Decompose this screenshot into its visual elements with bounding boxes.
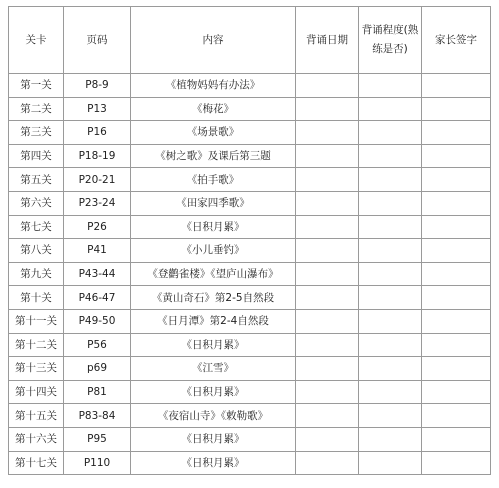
cell-proficiency bbox=[359, 404, 422, 428]
cell-page: P83-84 bbox=[64, 404, 131, 428]
header-page: 页码 bbox=[64, 7, 131, 74]
table-row bbox=[9, 357, 491, 381]
header-level: 关卡 bbox=[9, 7, 64, 74]
cell-level: 第十关 bbox=[9, 286, 64, 310]
cell-page: P16 bbox=[64, 121, 131, 145]
table-row bbox=[9, 168, 491, 192]
cell-content: 《日月潭》第2-4自然段 bbox=[131, 309, 296, 333]
table-row bbox=[9, 309, 491, 333]
cell-content: 《小儿垂钓》 bbox=[131, 239, 296, 263]
cell-signature bbox=[422, 239, 491, 263]
cell-signature bbox=[422, 144, 491, 168]
cell-date bbox=[296, 380, 359, 404]
cell-level: 第三关 bbox=[9, 121, 64, 145]
cell-date bbox=[296, 309, 359, 333]
cell-proficiency bbox=[359, 191, 422, 215]
cell-content: 《日积月累》 bbox=[131, 451, 296, 475]
cell-proficiency bbox=[359, 97, 422, 121]
cell-page: P41 bbox=[64, 239, 131, 263]
cell-proficiency bbox=[359, 168, 422, 192]
cell-page: P23-24 bbox=[64, 191, 131, 215]
cell-signature bbox=[422, 286, 491, 310]
cell-level: 第五关 bbox=[9, 168, 64, 192]
cell-content: 《树之歌》及课后第三题 bbox=[131, 144, 296, 168]
cell-page: P110 bbox=[64, 451, 131, 475]
cell-date bbox=[296, 239, 359, 263]
cell-signature bbox=[422, 357, 491, 381]
cell-page: P8-9 bbox=[64, 74, 131, 98]
cell-signature bbox=[422, 74, 491, 98]
cell-content: 《场景歌》 bbox=[131, 121, 296, 145]
cell-signature bbox=[422, 262, 491, 286]
cell-content: 《夜宿山寺》《敕勒歌》 bbox=[131, 404, 296, 428]
cell-signature bbox=[422, 121, 491, 145]
cell-level: 第四关 bbox=[9, 144, 64, 168]
table-row bbox=[9, 380, 491, 404]
cell-level: 第十七关 bbox=[9, 451, 64, 475]
cell-date bbox=[296, 74, 359, 98]
cell-content: 《植物妈妈有办法》 bbox=[131, 74, 296, 98]
table-row bbox=[9, 286, 491, 310]
cell-page: P18-19 bbox=[64, 144, 131, 168]
cell-signature bbox=[422, 97, 491, 121]
cell-signature bbox=[422, 215, 491, 239]
cell-signature bbox=[422, 427, 491, 451]
cell-content: 《日积月累》 bbox=[131, 215, 296, 239]
cell-level: 第七关 bbox=[9, 215, 64, 239]
table-row bbox=[9, 451, 491, 475]
cell-page: P81 bbox=[64, 380, 131, 404]
cell-level: 第十二关 bbox=[9, 333, 64, 357]
cell-content: 《日积月累》 bbox=[131, 380, 296, 404]
cell-proficiency bbox=[359, 451, 422, 475]
cell-level: 第十六关 bbox=[9, 427, 64, 451]
cell-proficiency bbox=[359, 286, 422, 310]
cell-date bbox=[296, 286, 359, 310]
header-signature: 家长签字 bbox=[422, 7, 491, 74]
table-row bbox=[9, 144, 491, 168]
cell-proficiency bbox=[359, 144, 422, 168]
cell-date bbox=[296, 144, 359, 168]
cell-signature bbox=[422, 168, 491, 192]
cell-signature bbox=[422, 451, 491, 475]
cell-date bbox=[296, 451, 359, 475]
table-row bbox=[9, 262, 491, 286]
table-row bbox=[9, 215, 491, 239]
cell-proficiency bbox=[359, 262, 422, 286]
cell-proficiency bbox=[359, 74, 422, 98]
table-row bbox=[9, 427, 491, 451]
cell-proficiency bbox=[359, 380, 422, 404]
cell-level: 第九关 bbox=[9, 262, 64, 286]
header-proficiency: 背诵程度(熟练是否) bbox=[359, 7, 422, 74]
table-row bbox=[9, 191, 491, 215]
cell-date bbox=[296, 168, 359, 192]
cell-page: P13 bbox=[64, 97, 131, 121]
cell-level: 第六关 bbox=[9, 191, 64, 215]
cell-date bbox=[296, 404, 359, 428]
cell-level: 第八关 bbox=[9, 239, 64, 263]
cell-level: 第二关 bbox=[9, 97, 64, 121]
cell-proficiency bbox=[359, 239, 422, 263]
cell-page: P26 bbox=[64, 215, 131, 239]
table-row bbox=[9, 97, 491, 121]
cell-date bbox=[296, 215, 359, 239]
cell-page: P56 bbox=[64, 333, 131, 357]
cell-page: p69 bbox=[64, 357, 131, 381]
cell-content: 《日积月累》 bbox=[131, 427, 296, 451]
cell-proficiency bbox=[359, 309, 422, 333]
cell-date bbox=[296, 121, 359, 145]
cell-proficiency bbox=[359, 333, 422, 357]
cell-page: P20-21 bbox=[64, 168, 131, 192]
table-body bbox=[9, 74, 491, 475]
table-row bbox=[9, 333, 491, 357]
header-date: 背诵日期 bbox=[296, 7, 359, 74]
cell-signature bbox=[422, 191, 491, 215]
cell-page: P49-50 bbox=[64, 309, 131, 333]
cell-level: 第十四关 bbox=[9, 380, 64, 404]
table-row bbox=[9, 404, 491, 428]
cell-date bbox=[296, 427, 359, 451]
cell-date bbox=[296, 97, 359, 121]
cell-content: 《梅花》 bbox=[131, 97, 296, 121]
cell-signature bbox=[422, 404, 491, 428]
cell-proficiency bbox=[359, 215, 422, 239]
header-content: 内容 bbox=[131, 7, 296, 74]
table-row bbox=[9, 239, 491, 263]
cell-content: 《江雪》 bbox=[131, 357, 296, 381]
cell-proficiency bbox=[359, 427, 422, 451]
recitation-table bbox=[8, 6, 491, 475]
cell-date bbox=[296, 191, 359, 215]
cell-level: 第十一关 bbox=[9, 309, 64, 333]
cell-page: P46-47 bbox=[64, 286, 131, 310]
cell-content: 《田家四季歌》 bbox=[131, 191, 296, 215]
table-row bbox=[9, 121, 491, 145]
cell-level: 第一关 bbox=[9, 74, 64, 98]
cell-signature bbox=[422, 309, 491, 333]
cell-level: 第十五关 bbox=[9, 404, 64, 428]
cell-content: 《拍手歌》 bbox=[131, 168, 296, 192]
cell-content: 《黄山奇石》第2-5自然段 bbox=[131, 286, 296, 310]
cell-signature bbox=[422, 380, 491, 404]
table-row bbox=[9, 74, 491, 98]
cell-content: 《日积月累》 bbox=[131, 333, 296, 357]
cell-date bbox=[296, 357, 359, 381]
cell-proficiency bbox=[359, 121, 422, 145]
cell-signature bbox=[422, 333, 491, 357]
cell-level: 第十三关 bbox=[9, 357, 64, 381]
cell-date bbox=[296, 333, 359, 357]
cell-page: P43-44 bbox=[64, 262, 131, 286]
cell-page: P95 bbox=[64, 427, 131, 451]
cell-date bbox=[296, 262, 359, 286]
header-row bbox=[9, 7, 491, 74]
cell-content: 《登鹳雀楼》《望庐山瀑布》 bbox=[131, 262, 296, 286]
cell-proficiency bbox=[359, 357, 422, 381]
